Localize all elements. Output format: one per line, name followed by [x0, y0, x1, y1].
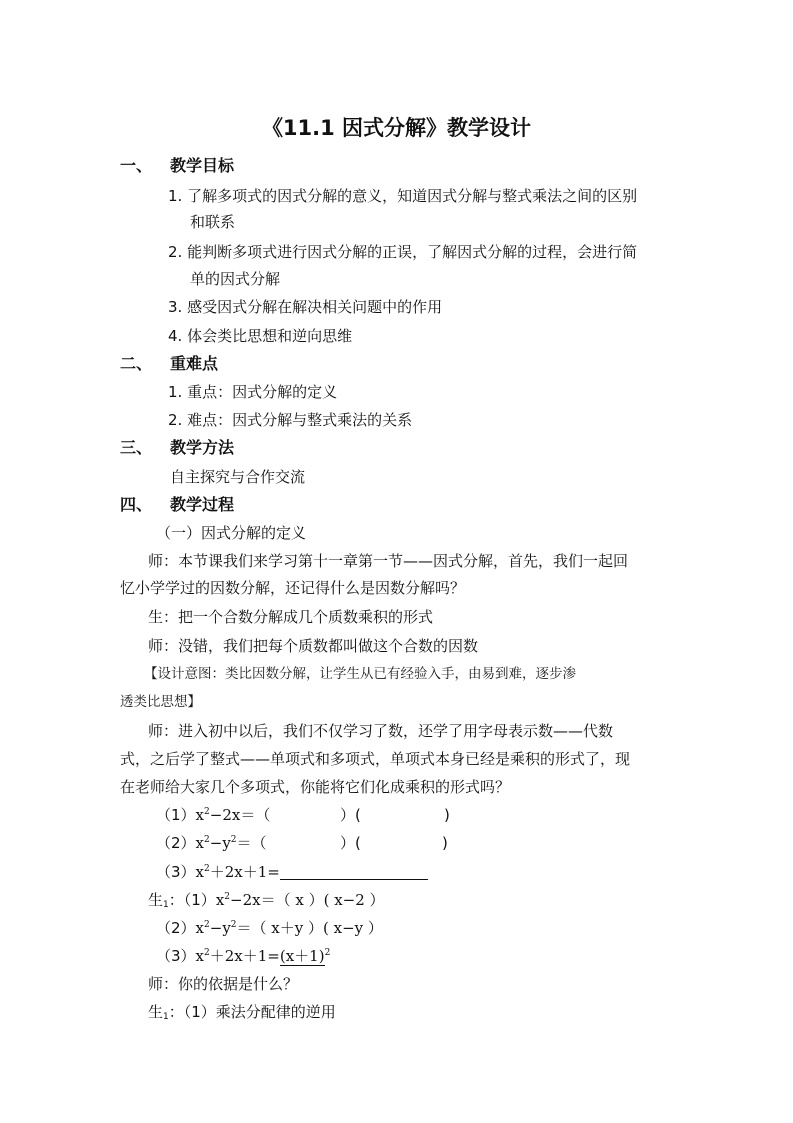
question-2: $(2)x^2-y^2=$（ ）( ): [156, 834, 448, 852]
answer-1: 生$_1$：$(1)x^2-2x=$（ x ）( x−2 ）: [148, 891, 385, 910]
section-heading-process: 四、 教学过程: [120, 495, 235, 514]
goal-line: 和联系: [190, 213, 236, 231]
question-1: $(1)x^2-2x=$（ ）( ): [156, 806, 450, 824]
goal-line: 4. 体会类比思想和逆向思维: [168, 327, 353, 345]
keypoint-line: 2. 难点：因式分解与整式乘法的关系: [168, 411, 413, 429]
section-heading-method: 三、 教学方法: [120, 438, 235, 457]
paragraph-line: 师：你的依据是什么？: [148, 975, 299, 993]
paragraph-line: 生$_1$：（1）乘法分配律的逆用: [148, 1003, 336, 1022]
keypoint-line: 1. 重点：因式分解的定义: [168, 383, 338, 401]
document-title: 《11.1 因式分解》教学设计: [261, 116, 532, 140]
subsection-heading: （一）因式分解的定义: [156, 524, 307, 542]
paragraph-line: 师：进入初中以后，我们不仅学习了数，还学了用字母表示数——代数: [148, 722, 614, 740]
answer-blank: [280, 863, 428, 880]
paragraph-line: 式，之后学了整式——单项式和多项式，单项式本身已经是乘积的形式了，现: [120, 750, 631, 768]
goal-line: 2. 能判断多项式进行因式分解的正误，了解因式分解的过程，会进行简: [168, 243, 638, 261]
question-3: $(3)x^2+2x+1=$: [156, 862, 428, 882]
goal-line: 1. 了解多项式的因式分解的意义，知道因式分解与整式乘法之间的区别: [168, 187, 638, 205]
section-heading-keypoints: 二、 重难点: [120, 354, 219, 373]
answer-2: $(2)x^2-y^2=$（ x＋y ）( x−y ）: [156, 919, 383, 937]
section-heading-goals: 一、 教学目标: [120, 156, 235, 175]
answer-3: $(3)x^2+2x+1=(x+1)^2$: [156, 947, 331, 965]
paragraph-line: 在老师给大家几个多项式，你能将它们化成乘积的形式吗？: [120, 778, 511, 796]
method-text: 自主探究与合作交流: [170, 468, 306, 486]
paragraph-line: 忆小学学过的因数分解，还记得什么是因数分解吗？: [120, 579, 466, 597]
goal-line: 单的因式分解: [190, 270, 281, 288]
design-intent-note: 【设计意图：类比因数分解，让学生从已有经验入手，由易到难，逐步渗: [144, 666, 576, 682]
paragraph-line: 生：把一个合数分解成几个质数乘积的形式: [148, 608, 434, 626]
paragraph-line: 师：本节课我们来学习第十一章第一节——因式分解，首先，我们一起回: [148, 552, 629, 570]
goal-line: 3. 感受因式分解在解决相关问题中的作用: [168, 298, 443, 316]
design-intent-note: 透类比思想】: [120, 694, 201, 710]
paragraph-line: 师：没错，我们把每个质数都叫做这个合数的因数: [148, 637, 479, 655]
